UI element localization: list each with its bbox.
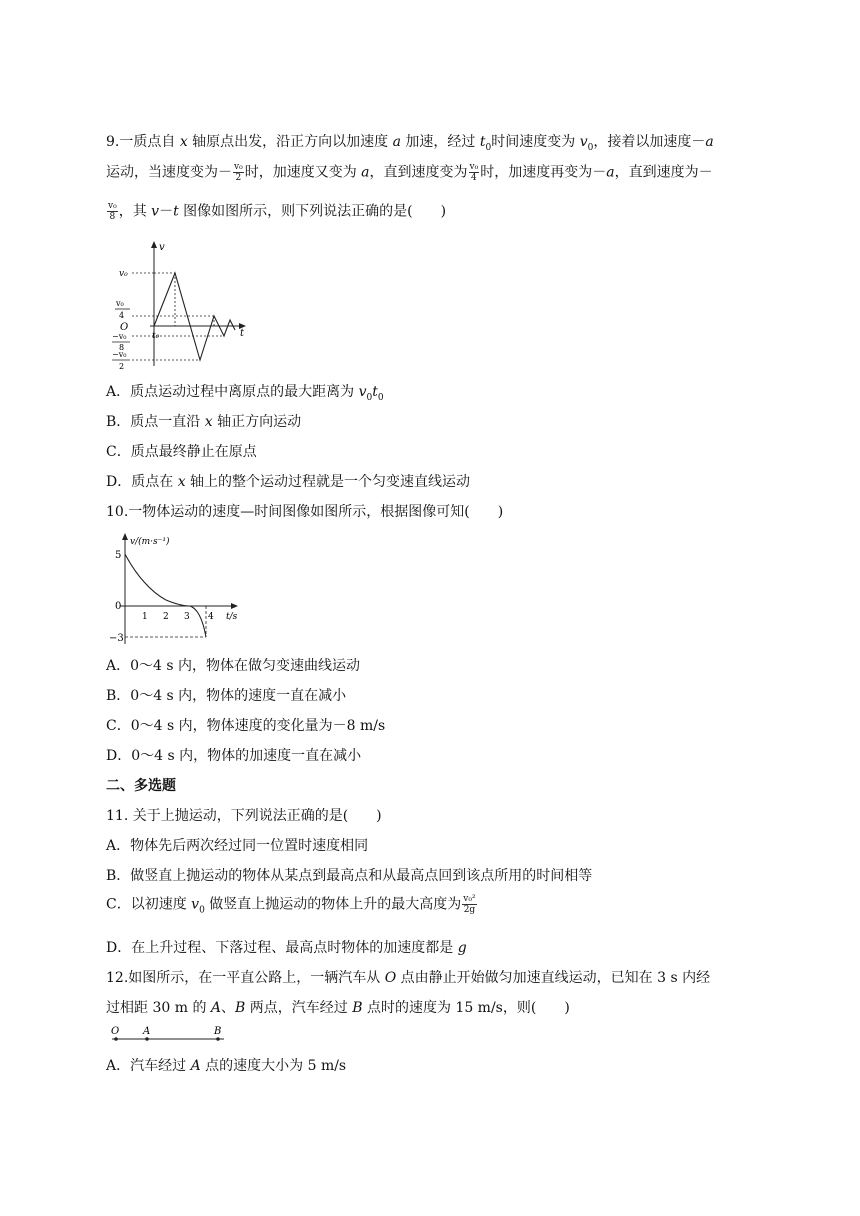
y-tick-0: 0 <box>115 601 122 612</box>
velocity-curve <box>154 273 235 360</box>
v0-4-num: v₀ <box>116 299 124 308</box>
v-axis-arrow <box>151 241 157 248</box>
t-axis-label: t <box>240 328 245 339</box>
x-tick-2: 2 <box>163 612 169 622</box>
q12-option-a[interactable]: A．汽车经过 A 点的速度大小为 5 m/s <box>106 1058 347 1074</box>
v0-label: v₀ <box>119 269 128 279</box>
x-tick-4: 4 <box>208 612 214 622</box>
q9-option-b[interactable]: B．质点一直沿 x 轴正方向运动 <box>106 414 302 430</box>
q9-option-c[interactable]: C．质点最终静止在原点 <box>106 444 257 460</box>
q11-option-a[interactable]: A．物体先后两次经过同一位置时速度相同 <box>106 838 369 854</box>
q9-stem-line-3: $\frac{\text{v₀}}{8}$ ，其 v－t 图像如图所示，则下列说法正确的是( ) <box>108 201 447 222</box>
q9-option-d[interactable]: D．质点在 x 轴上的整个运动过程就是一个匀变速直线运动 <box>106 474 471 490</box>
x-axis-label: t/s <box>226 612 238 622</box>
q10-option-d[interactable]: D．0～4 s 内，物体的加速度一直在减小 <box>106 748 362 764</box>
fraction: $\frac{\text{v₀}}{4}$ <box>469 162 479 183</box>
q10-stem: 10.一物体运动的速度—时间图像如图所示，根据图像可知( ) <box>106 504 504 520</box>
label-o: O <box>111 1026 120 1037</box>
fraction: $\frac{\text{v₀}}{8}$ <box>108 201 117 222</box>
q12-stem-line-2: 过相距 30 m 的 A、B 两点，汽车经过 B 点时的速度为 15 m/s，则( ) <box>106 1000 570 1016</box>
neg-v0-8-den: 8 <box>119 343 125 352</box>
v-axis-label: v <box>159 242 165 253</box>
y-tick-neg3: −3 <box>109 633 124 644</box>
q9-stem-line-2: 运动，当速度变为－ $\frac{\text{v₀}}{2}$ 时，加速度又变为 a，直到速度变为 $\frac{\text{v₀}}{4}$ 时，加速度再变为－a，直到速度为－ <box>106 162 713 183</box>
x-tick-1: 1 <box>142 612 148 622</box>
q9-option-a[interactable]: A．质点运动过程中离原点的最大距离为 $v_0t_0$ <box>106 384 384 403</box>
fraction: $\frac{\text{v₀²}}{2g}$ <box>463 894 476 915</box>
q11-option-d[interactable]: D．在上升过程、下落过程、最高点时物体的加速度都是 g <box>106 940 467 956</box>
v0-4-den: 4 <box>119 311 125 320</box>
q10-option-a[interactable]: A．0～4 s 内，物体在做匀变速曲线运动 <box>106 658 361 674</box>
q11-option-b[interactable]: B．做竖直上抛运动的物体从某点到最高点和从最高点回到该点所用的时间相等 <box>106 868 593 884</box>
neg-v0-8-num: −v₀ <box>112 332 127 341</box>
q11-stem: 11. 关于上抛运动，下列说法正确的是( ) <box>106 808 382 824</box>
x-tick-3: 3 <box>184 612 190 622</box>
q11-option-c[interactable]: C．以初速度 $v_0$ 做竖直上抛运动的物体上升的最大高度为 $\frac{\text{v₀²}}{2g}$ <box>106 894 476 916</box>
label-a: A <box>143 1026 151 1037</box>
t0-label: t₀ <box>152 331 160 341</box>
fraction: $\frac{\text{v₀}}{2}$ <box>234 162 243 183</box>
y-tick-5: 5 <box>115 550 122 561</box>
q12-road-diagram <box>106 1023 246 1045</box>
point-a <box>145 1037 149 1041</box>
velocity-curve <box>125 554 206 637</box>
q9-vt-graph <box>106 238 256 373</box>
neg-v0-2-den: 2 <box>119 362 125 371</box>
label-b: B <box>214 1026 222 1037</box>
y-axis-label: v/(m·s⁻¹) <box>130 537 170 547</box>
neg-v0-2-num: −v₀ <box>112 350 127 359</box>
q10-option-b[interactable]: B．0～4 s 内，物体的速度一直在减小 <box>106 688 347 704</box>
q12-stem-line-1: 12.如图所示，在一平直公路上，一辆汽车从 O 点由静止开始做匀加速直线运动，已知在 3 s 内经 <box>106 970 711 986</box>
section-heading: 二、多选题 <box>106 778 176 794</box>
q10-vt-graph <box>106 530 256 648</box>
point-b <box>216 1037 220 1041</box>
q10-option-c[interactable]: C．0～4 s 内，物体速度的变化量为－8 m/s <box>106 718 386 734</box>
q9-stem-line-1: 9.一质点自 x 轴原点出发，沿正方向以加速度 a 加速，经过 $t_0$时间速度变为 $v_0$，接着以加速度－a <box>106 134 714 153</box>
point-o <box>114 1037 118 1041</box>
origin-label: O <box>120 322 129 333</box>
